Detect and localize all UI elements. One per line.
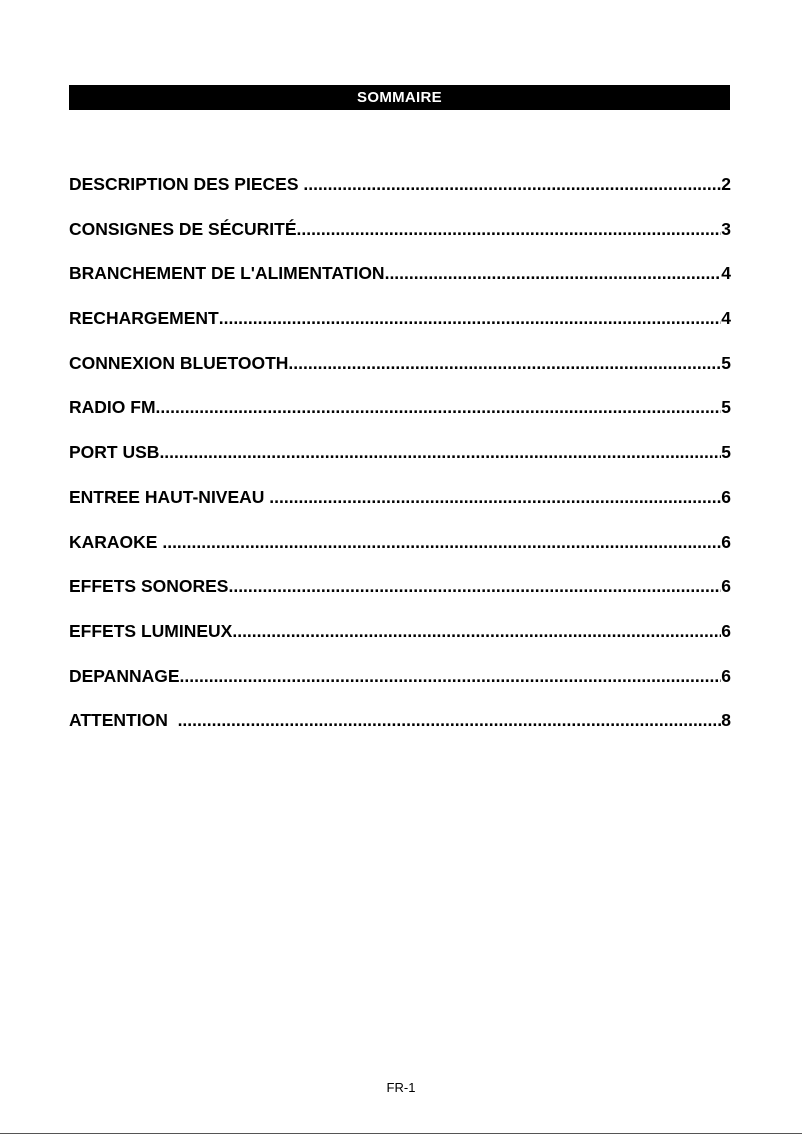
toc-entry-page: 5 [721,397,731,418]
toc-entry [69,308,731,353]
toc-entry [69,576,731,621]
toc-entry-label: KARAOKE [69,531,163,552]
toc-entry-page: 2 [721,174,731,194]
toc-entry-page: 6 [721,576,731,597]
bottom-rule [0,1133,802,1134]
toc-entry-label: RADIO FM [69,397,156,418]
toc-dot-leader [297,219,722,240]
table-of-contents [69,174,731,755]
toc-entry-label: CONNEXION BLUETOOTH [69,352,289,373]
toc-entry [69,442,731,487]
toc-entry-page: 5 [721,352,731,373]
toc-dot-leader [219,308,722,329]
toc-entry [69,219,731,264]
toc-entry-page: 6 [721,531,731,552]
toc-entry [69,666,731,711]
section-title: SOMMAIRE [357,89,442,106]
toc-dot-leader [288,353,721,374]
toc-dot-leader [269,487,721,508]
toc-entry-label: RECHARGEMENT [69,308,219,329]
page-footer [0,1080,802,1095]
toc-entry [69,397,731,442]
toc-entry-label: EFFETS SONORES [69,576,229,597]
toc-entry [69,353,731,398]
toc-dot-leader [385,263,722,284]
toc-entry-label: DESCRIPTION DES PIECES [69,174,304,194]
toc-dot-leader [156,397,722,418]
toc-entry-page: 6 [721,486,731,507]
toc-entry-page: 3 [721,218,731,239]
toc-entry [69,174,731,219]
toc-entry-label: CONSIGNES DE SÉCURITÉ [69,218,297,239]
toc-entry [69,532,731,577]
toc-entry-label: PORT USB [69,442,160,463]
toc-entry [69,710,731,755]
toc-dot-leader [228,576,721,597]
toc-entry [69,621,731,666]
toc-entry-label: DEPANNAGE [69,665,180,686]
toc-entry-label: ENTREE HAUT-NIVEAU [69,486,270,507]
toc-entry-label: ATTENTION [69,710,178,731]
toc-entry-page: 4 [721,263,731,284]
page-number: FR-1 [386,1080,416,1095]
toc-dot-leader [159,442,721,463]
section-title-bar [69,85,730,110]
toc-entry-page: 4 [721,308,731,329]
toc-entry-label: EFFETS LUMINEUX [69,620,233,641]
toc-dot-leader [303,174,721,195]
toc-dot-leader [232,621,721,642]
toc-dot-leader [180,666,722,687]
toc-entry-label: BRANCHEMENT DE L'ALIMENTATION [69,263,385,284]
toc-entry-page: 6 [721,665,731,686]
toc-dot-leader [178,710,722,731]
toc-entry [69,263,731,308]
toc-entry-page: 8 [721,710,731,731]
toc-entry [69,487,731,532]
toc-dot-leader [162,532,721,553]
toc-entry-page: 5 [721,442,731,463]
toc-entry-page: 6 [721,620,731,641]
